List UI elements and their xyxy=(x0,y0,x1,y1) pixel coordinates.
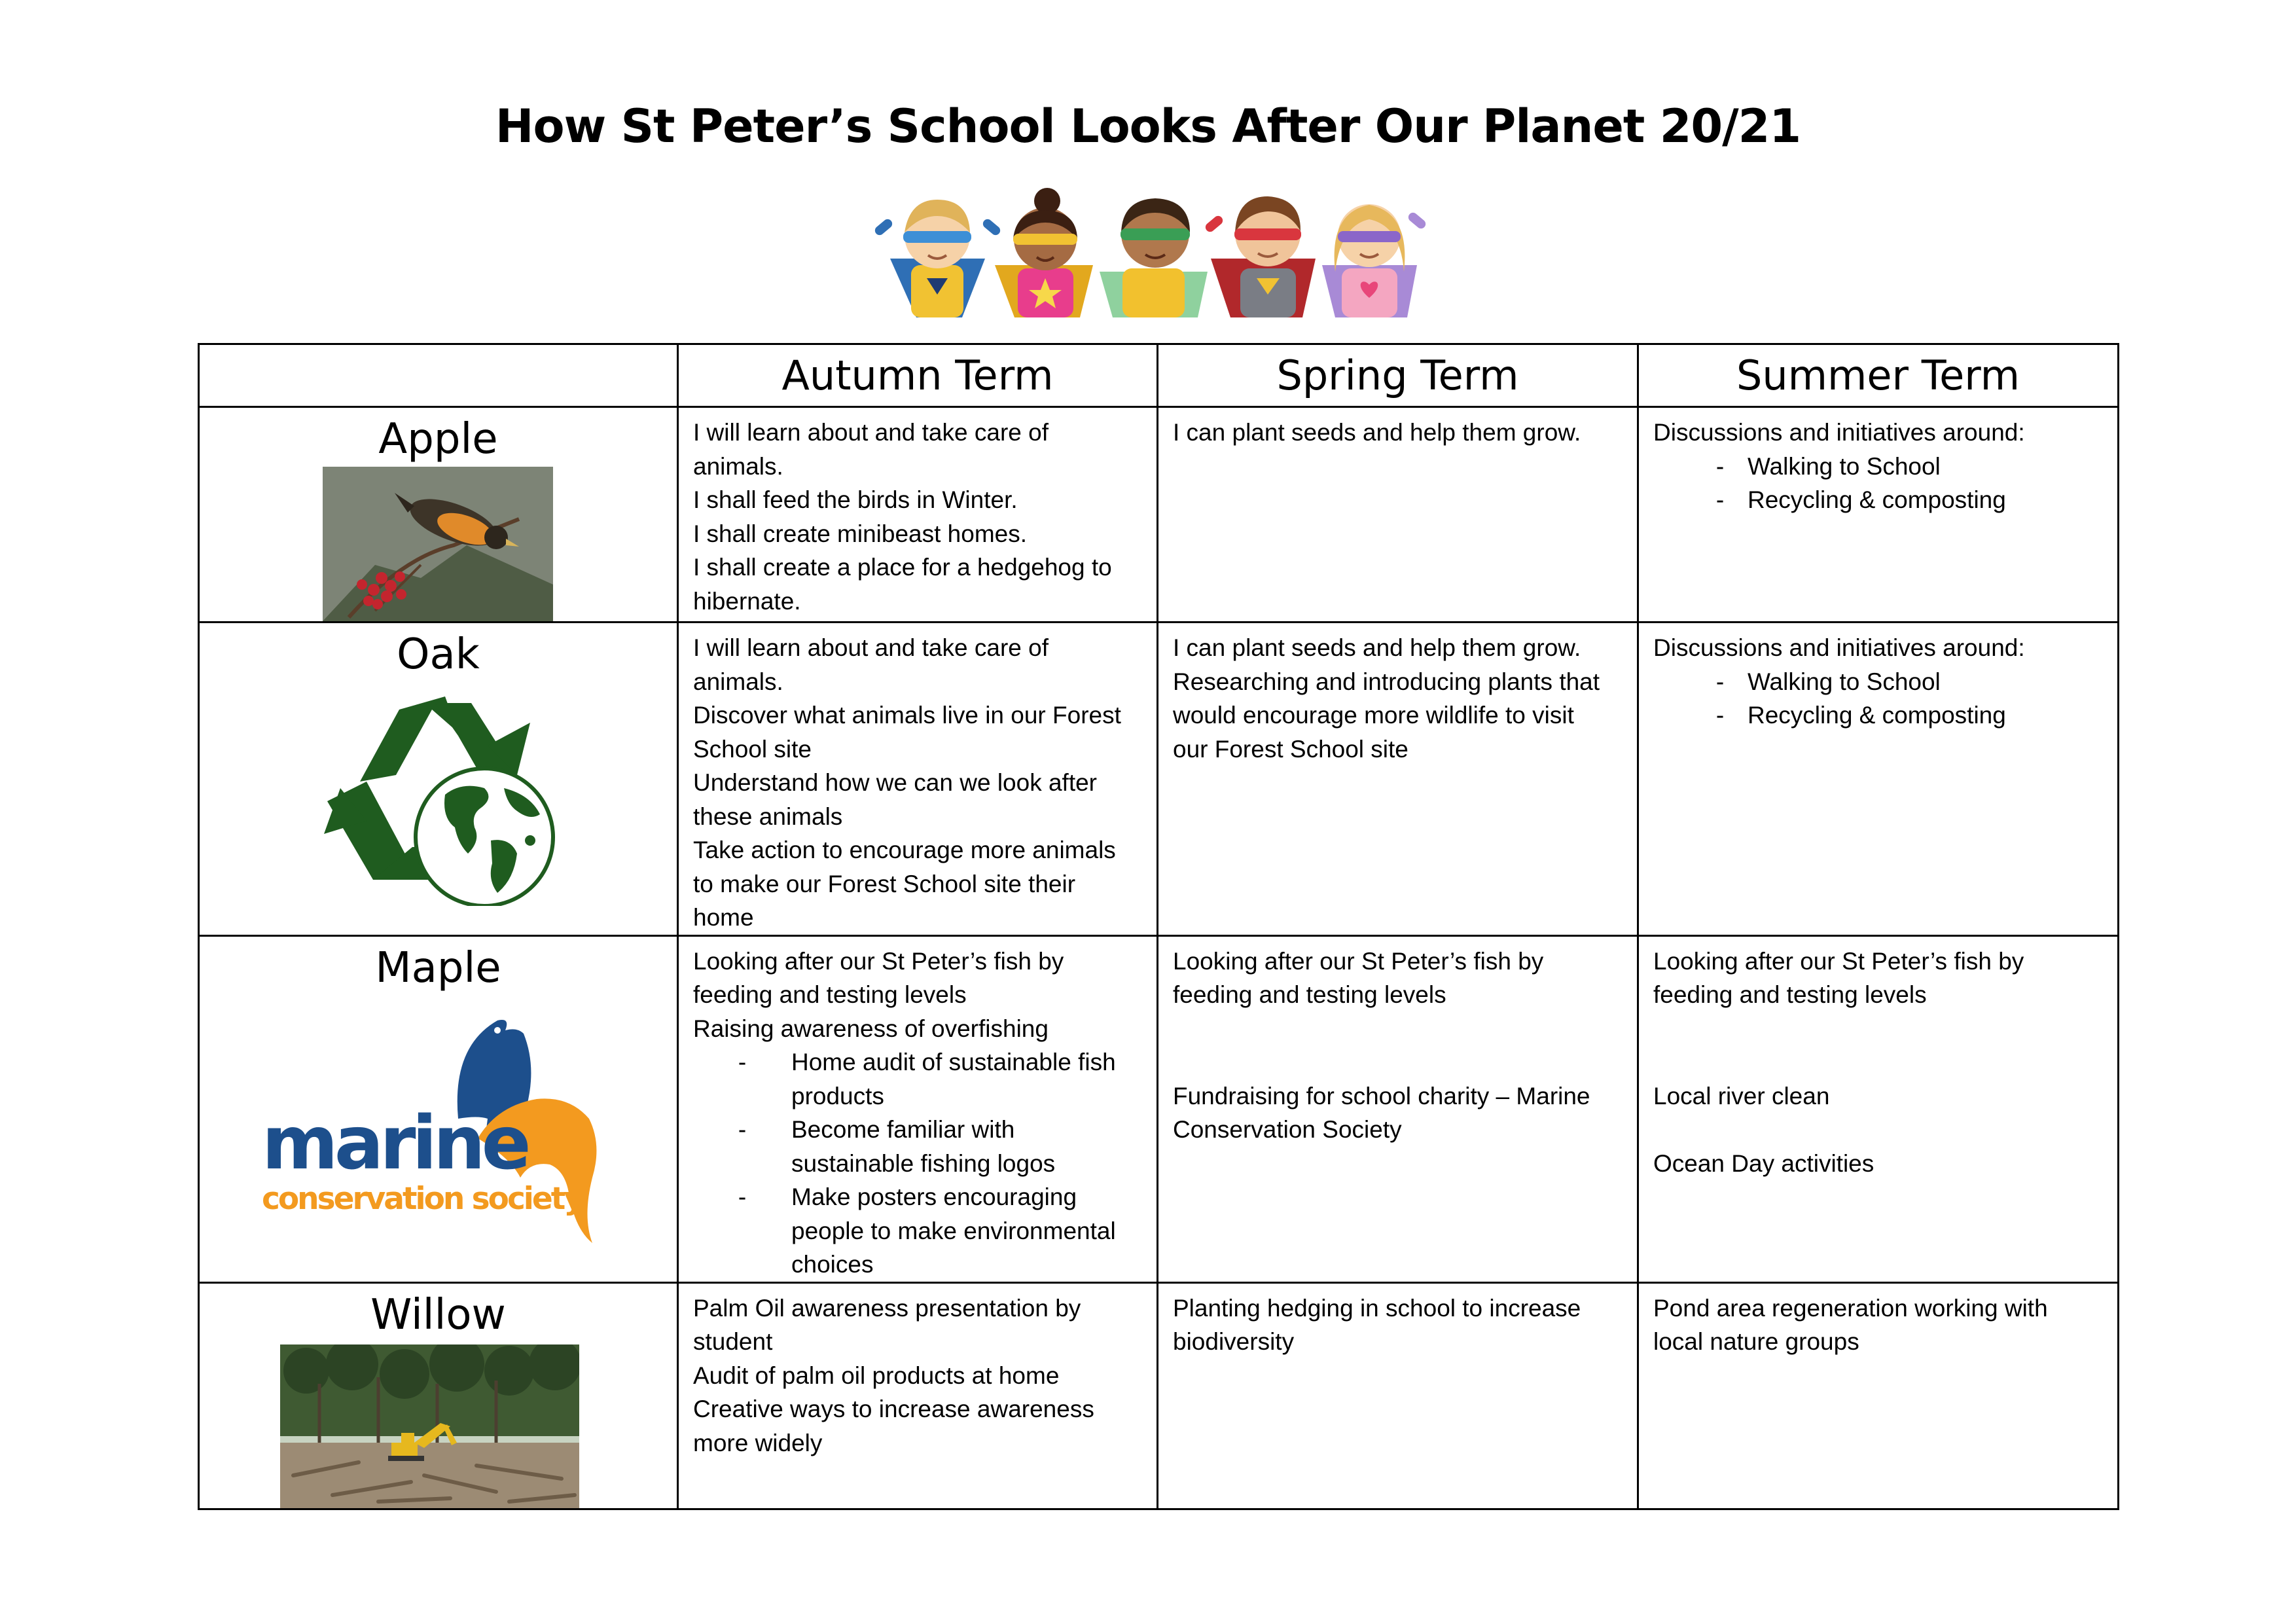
eco-plan-table xyxy=(198,343,2119,1510)
deforestation-photo xyxy=(280,1344,579,1508)
maple-autumn-line: Looking after our St Peter’s fish by xyxy=(693,947,1064,975)
list-item: - Home audit of sustainable fish products xyxy=(738,1049,1116,1110)
list-item: - Recycling & composting xyxy=(1715,702,2006,729)
apple-summer-cell xyxy=(1638,407,2119,623)
oak-autumn-line: School site xyxy=(693,735,812,763)
maple-autumn-line: Raising awareness of overfishing xyxy=(693,1015,1049,1042)
willow-autumn-line: Palm Oil awareness presentation by xyxy=(693,1294,1081,1322)
header-autumn: Autumn Term xyxy=(678,344,1158,407)
apple-autumn-line: animals. xyxy=(693,452,783,480)
oak-autumn-line: home xyxy=(693,904,754,931)
maple-autumn-cell xyxy=(678,935,1158,1282)
maple-spring-line: feeding and testing levels xyxy=(1173,981,1446,1008)
class-cell-willow xyxy=(199,1282,678,1509)
maple-summer-line: Ocean Day activities xyxy=(1653,1149,1874,1177)
oak-autumn-line: Discover what animals live in our Forest xyxy=(693,702,1121,729)
apple-autumn-line: I shall create minibeast homes. xyxy=(693,520,1028,547)
apple-autumn-line: I will learn about and take care of xyxy=(693,419,1049,446)
willow-autumn-line: student xyxy=(693,1328,773,1355)
table-row-apple xyxy=(199,407,2119,623)
oak-autumn-line: Take action to encourage more animals xyxy=(693,837,1116,863)
oak-summer-intro: Discussions and initiatives around: xyxy=(1653,634,2025,661)
willow-autumn-line: Audit of palm oil products at home xyxy=(693,1362,1060,1389)
oak-spring-line: Researching and introducing plants that xyxy=(1173,668,1600,695)
table-header-row xyxy=(199,344,2119,407)
oak-spring-line: would encourage more wildlife to visit xyxy=(1173,702,1574,729)
class-name-apple: Apple xyxy=(378,415,498,463)
willow-spring-line: biodiversity xyxy=(1173,1328,1295,1355)
superhero-children-illustration xyxy=(870,187,1433,321)
maple-summer-line: Looking after our St Peter’s fish by xyxy=(1653,947,2024,975)
oak-spring-line: I can plant seeds and help them grow. xyxy=(1173,634,1581,661)
willow-summer-line: local nature groups xyxy=(1653,1328,1859,1355)
oak-autumn-line: I will learn about and take care of xyxy=(693,634,1049,661)
oak-autumn-line: these animals xyxy=(693,803,843,830)
oak-autumn-cell xyxy=(678,623,1158,936)
header-spring: Spring Term xyxy=(1158,344,1638,407)
apple-autumn-line: I shall create a place for a hedgehog to xyxy=(693,554,1112,581)
apple-autumn-line: hibernate. xyxy=(693,587,801,615)
oak-spring-line: our Forest School site xyxy=(1173,735,1408,763)
marine-conservation-society-logo xyxy=(262,1007,628,1269)
class-cell-oak xyxy=(199,623,678,936)
list-item: - Walking to School xyxy=(1715,668,1941,695)
oak-autumn-line: to make our Forest School site their xyxy=(693,870,1076,897)
apple-spring-cell xyxy=(1158,407,1638,623)
recycle-globe-icon xyxy=(321,683,563,906)
willow-autumn-line: more widely xyxy=(693,1429,823,1456)
willow-spring-line: Planting hedging in school to increase xyxy=(1173,1294,1581,1322)
logo-words-conservation-society: conservation society xyxy=(262,1180,582,1217)
header-blank-cell xyxy=(199,344,678,407)
class-name-maple: Maple xyxy=(375,943,501,992)
bird-berries-photo xyxy=(323,467,553,621)
maple-summer-line: feeding and testing levels xyxy=(1653,981,1927,1008)
maple-spring-cell xyxy=(1158,935,1638,1282)
list-item: - Recycling & composting xyxy=(1715,486,2006,513)
list-item: - Make posters encouraging people to make environmental choices xyxy=(738,1183,1116,1278)
willow-autumn-line: Creative ways to increase awareness xyxy=(693,1396,1094,1422)
page-title: How St Peter’s School Looks After Our Planet 20/21 xyxy=(495,99,1801,153)
willow-summer-cell xyxy=(1638,1282,2119,1509)
maple-spring-line: Fundraising for school charity – Marine xyxy=(1173,1082,1590,1110)
list-item: - Become familiar with sustainable fishing logos xyxy=(738,1116,1056,1177)
oak-summer-cell xyxy=(1638,623,2119,936)
class-cell-maple xyxy=(199,935,678,1282)
apple-autumn-line: I shall feed the birds in Winter. xyxy=(693,486,1018,513)
oak-spring-cell xyxy=(1158,623,1638,936)
willow-spring-cell xyxy=(1158,1282,1638,1509)
willow-autumn-cell xyxy=(678,1282,1158,1509)
apple-summer-intro: Discussions and initiatives around: xyxy=(1653,419,2025,446)
class-cell-apple xyxy=(199,407,678,623)
oak-autumn-line: animals. xyxy=(693,668,783,695)
apple-autumn-cell xyxy=(678,407,1158,623)
list-item: - Walking to School xyxy=(1715,452,1941,480)
table-row-oak xyxy=(199,623,2119,936)
table-row-maple xyxy=(199,935,2119,1282)
maple-spring-line: Looking after our St Peter’s fish by xyxy=(1173,947,1544,975)
table-row-willow xyxy=(199,1282,2119,1509)
apple-spring-line: I can plant seeds and help them grow. xyxy=(1173,419,1581,446)
header-summer: Summer Term xyxy=(1638,344,2119,407)
class-name-willow: Willow xyxy=(370,1290,506,1339)
logo-word-marine: marine xyxy=(262,1100,528,1186)
maple-summer-cell xyxy=(1638,935,2119,1282)
maple-summer-line: Local river clean xyxy=(1653,1082,1830,1110)
oak-autumn-line: Understand how we can we look after xyxy=(693,769,1098,796)
class-name-oak: Oak xyxy=(397,630,480,679)
maple-spring-line: Conservation Society xyxy=(1173,1116,1402,1143)
willow-summer-line: Pond area regeneration working with xyxy=(1653,1294,2048,1322)
maple-autumn-line: feeding and testing levels xyxy=(693,981,967,1008)
